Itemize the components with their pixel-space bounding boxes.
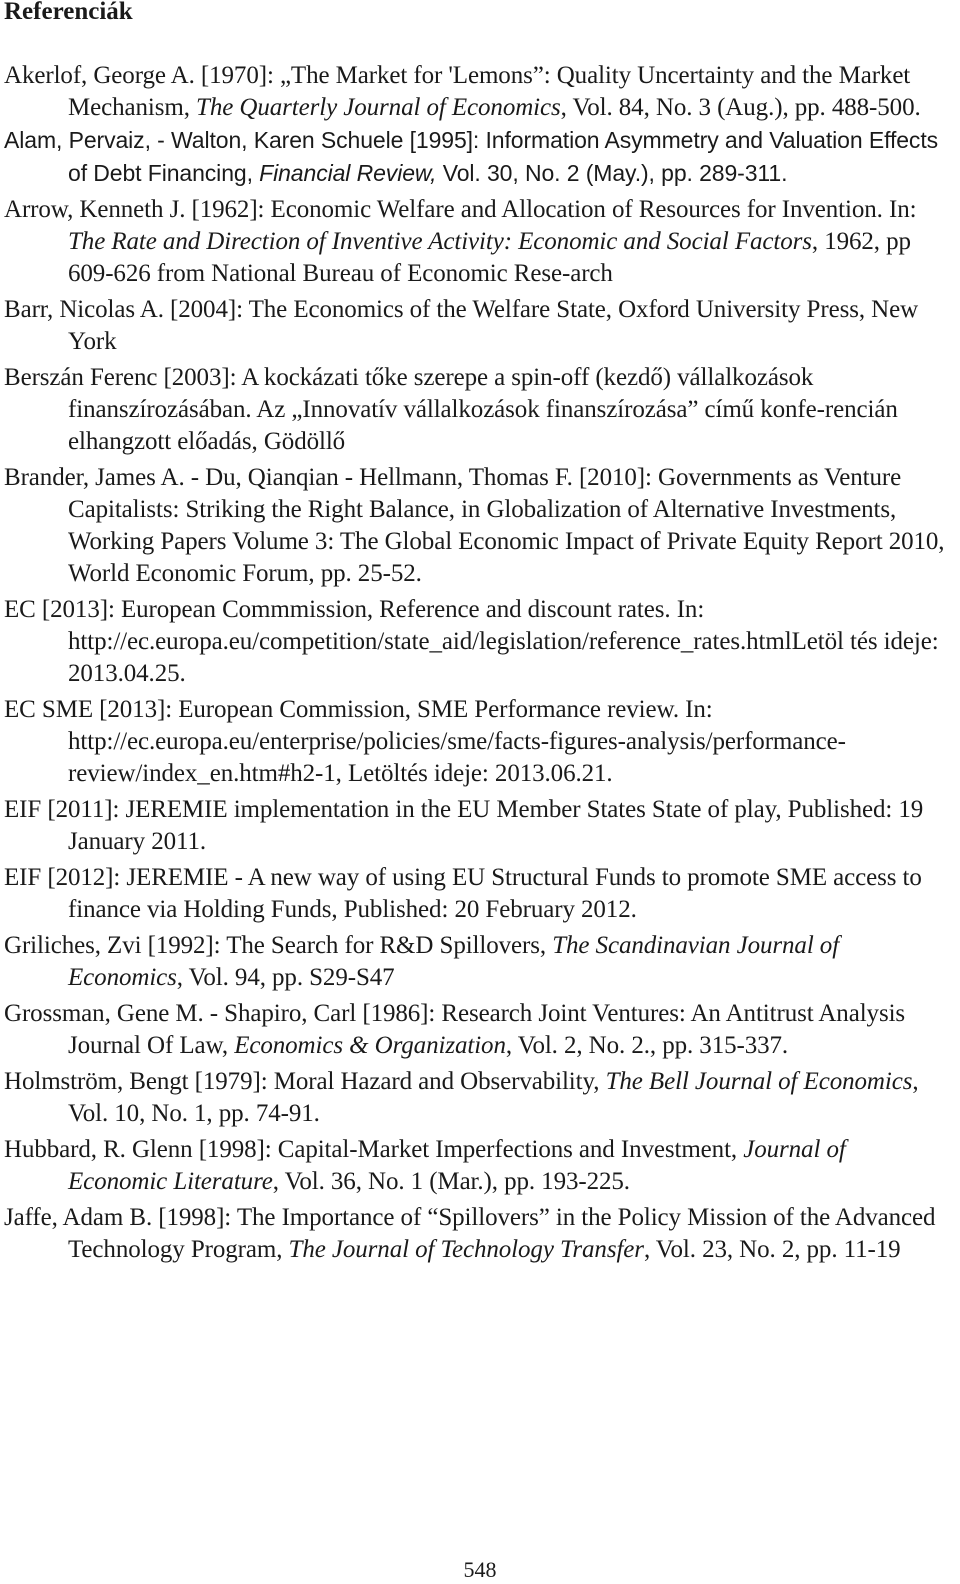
journal-title: Financial Review,	[259, 160, 437, 186]
reference-text: EIF [2011]: JEREMIE implementation in the EU Member States State of play, Published: 19 January 2011.	[4, 796, 924, 855]
reference-list	[4, 60, 948, 1270]
reference-alam	[4, 124, 948, 190]
reference-text: , Vol. 23, No. 2, pp. 11-19	[643, 1236, 901, 1263]
reference-text: , Vol. 84, No. 3 (Aug.), pp. 488-500.	[560, 94, 921, 121]
reference-text: Griliches, Zvi [1992]: The Search for R&D Spillovers,	[4, 932, 553, 959]
page-number: 548	[463, 1557, 497, 1582]
book-title: The Rate and Direction of Inventive Activity: Economic and Social Factors	[68, 228, 812, 255]
reference-text: Grossman, Gene M. - Shapiro, Carl [1986]: Research Joint Ventures: An Antitrust Analysis Journal Of Law,	[4, 1000, 906, 1059]
reference-arrow	[4, 194, 948, 290]
journal-title: The Quarterly Journal of Economics	[196, 94, 561, 121]
reference-text: Jaffe, Adam B. [1998]: The Importance of “Spillovers” in the Policy Mission of the Advanced Technology Program,	[4, 1204, 936, 1263]
reference-text: , Vol. 94, pp. S29-S47	[176, 964, 395, 991]
reference-akerlof	[4, 60, 948, 124]
reference-text: Holmström, Bengt [1979]: Moral Hazard and Observability,	[4, 1068, 606, 1095]
reference-text: EC [2013]: European Commmission, Reference and discount rates. In: http://ec.europa.eu/competition/state_aid/legislation/reference_rates.htmlLetöl tés ideje: 2013.04.25.	[4, 596, 939, 687]
reference-holmstrom	[4, 1066, 948, 1130]
reference-text: , 1962, pp 609-626 from National Bureau of Economic Rese-arch	[68, 228, 911, 287]
reference-text: , Vol. 2, No. 2., pp. 315-337.	[505, 1032, 789, 1059]
reference-eif-2011	[4, 794, 948, 858]
reference-text: Vol. 30, No. 2 (May.), pp. 289-311.	[436, 160, 788, 186]
reference-text: EC SME [2013]: European Commission, SME Performance review. In: http://ec.europa.eu/enterprise/policies/sme/facts-figures-analysis/performance-review/index_en.htm#h2-1, Letöltés ideje: 2013.06.21.	[4, 696, 846, 787]
reference-text: Berszán Ferenc [2003]: A kockázati tőke szerepe a spin-off (kezdő) vállalkozások finanszírozásában. Az „Innovatív vállalkozások finanszírozása” című konfe-rencián elhangzott előadás, Gödöllő	[4, 364, 898, 455]
reference-text: Alam, Pervaiz, - Walton, Karen Schuele [1995]: Information Asymmetry and Valuation Effects of Debt Financing,	[4, 127, 939, 186]
reference-text: Barr, Nicolas A. [2004]: The Economics of the Welfare State, Oxford University Press, New York	[4, 296, 919, 355]
reference-jaffe	[4, 1202, 948, 1266]
reference-text: , Vol. 10, No. 1, pp. 74-91.	[68, 1068, 919, 1127]
reference-text: EIF [2012]: JEREMIE - A new way of using EU Structural Funds to promote SME access to finance via Holding Funds, Published: 20 February 2012.	[4, 864, 922, 923]
reference-ec	[4, 594, 948, 690]
reference-berszan	[4, 362, 948, 458]
reference-grossman	[4, 998, 948, 1062]
journal-title: The Journal of Technology Transfer	[288, 1236, 644, 1263]
reference-eif-2012	[4, 862, 948, 926]
reference-brander	[4, 462, 948, 590]
reference-text: Akerlof, George A. [1970]: „The Market for 'Lemons”: Quality Uncertainty and the Market Mechanism,	[4, 62, 911, 121]
journal-title: The Bell Journal of Economics	[605, 1068, 913, 1095]
reference-text: Brander, James A. - Du, Qianqian - Hellmann, Thomas F. [2010]: Governments as Venture Capitalists: Striking the Right Balance, in Globalization of Alternative Investments, Working Papers Volume 3: The Global Economic Impact of Private Equity Report 2010, World Economic Forum, pp. 25-52.	[4, 464, 945, 587]
reference-hubbard	[4, 1134, 948, 1198]
journal-title: Economics & Organization	[234, 1032, 506, 1059]
journal-title: Journal of Economic Literature	[68, 1136, 846, 1195]
reference-ec-sme	[4, 694, 948, 790]
section-heading: Referenciák	[4, 0, 133, 25]
reference-text: Hubbard, R. Glenn [1998]: Capital-Market Imperfections and Investment,	[4, 1136, 744, 1163]
reference-text: Arrow, Kenneth J. [1962]: Economic Welfare and Allocation of Resources for Invention. In:	[4, 196, 917, 223]
journal-title: The Scandinavian Journal of Economics	[68, 932, 840, 991]
reference-barr	[4, 294, 948, 358]
reference-griliches	[4, 930, 948, 994]
reference-text: , Vol. 36, No. 1 (Mar.), pp. 193-225.	[272, 1168, 630, 1195]
